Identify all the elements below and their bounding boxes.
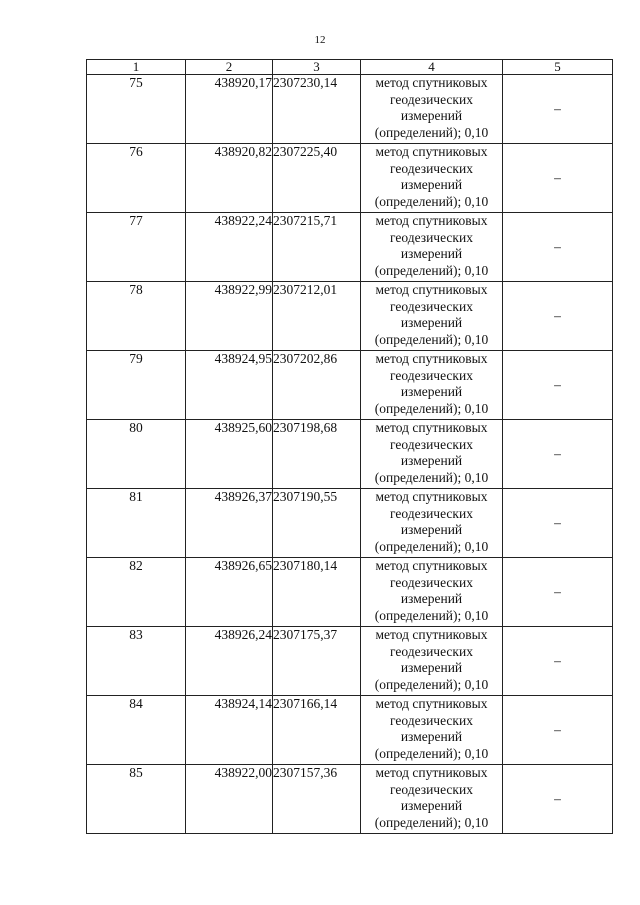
method-line: измерений (400, 177, 463, 192)
method-line: метод спутниковых (375, 489, 488, 504)
point-number-cell: 83 (87, 627, 186, 696)
x-coordinate-cell: 438924,14 (186, 696, 273, 765)
method-line: (определений); 0,10 (374, 400, 489, 416)
point-number-cell: 82 (87, 558, 186, 627)
y-coordinate-cell: 2307175,37 (273, 627, 361, 696)
method-line: измерений (400, 660, 463, 675)
point-number-cell: 80 (87, 420, 186, 489)
method-line: геодезических (390, 160, 473, 176)
method-line: (определений); 0,10 (374, 331, 489, 347)
point-number-cell: 78 (87, 282, 186, 351)
method-line: измерений (400, 522, 463, 537)
x-coordinate-cell: 438922,00 (186, 765, 273, 834)
method-line: геодезических (390, 229, 473, 245)
header-col-5: 5 (503, 60, 613, 75)
table-row (87, 144, 613, 213)
table-body (87, 75, 613, 834)
method-line: (определений); 0,10 (374, 538, 489, 554)
x-coordinate-cell: 438926,37 (186, 489, 273, 558)
method-line: (определений); 0,10 (374, 262, 489, 278)
method-line: метод спутниковых (375, 213, 488, 228)
method-cell (361, 351, 503, 420)
method-line: геодезических (390, 91, 473, 107)
point-number-cell: 77 (87, 213, 186, 282)
method-line: (определений); 0,10 (374, 607, 489, 623)
table-row (87, 420, 613, 489)
col5-cell: – (503, 75, 613, 144)
table-row (87, 351, 613, 420)
method-line: геодезических (390, 298, 473, 314)
col5-cell: – (503, 282, 613, 351)
x-coordinate-cell: 438926,24 (186, 627, 273, 696)
method-line: геодезических (390, 436, 473, 452)
col5-cell: – (503, 351, 613, 420)
method-line: геодезических (390, 643, 473, 659)
point-number-cell: 79 (87, 351, 186, 420)
coordinates-table (86, 59, 613, 834)
method-line: (определений); 0,10 (374, 676, 489, 692)
y-coordinate-cell: 2307215,71 (273, 213, 361, 282)
method-cell (361, 213, 503, 282)
table-header-row (87, 60, 613, 75)
y-coordinate-cell: 2307166,14 (273, 696, 361, 765)
method-line: геодезических (390, 367, 473, 383)
method-line: метод спутниковых (375, 765, 488, 780)
method-line: измерений (400, 384, 463, 399)
method-line: метод спутниковых (375, 420, 488, 435)
method-line: геодезических (390, 712, 473, 728)
method-line: геодезических (390, 574, 473, 590)
method-line: измерений (400, 729, 463, 744)
header-col-4: 4 (361, 60, 503, 75)
table-row (87, 627, 613, 696)
method-line: измерений (400, 315, 463, 330)
header-col-2: 2 (186, 60, 273, 75)
method-line: измерений (400, 246, 463, 261)
header-col-1: 1 (87, 60, 186, 75)
method-line: (определений); 0,10 (374, 124, 489, 140)
point-number-cell: 76 (87, 144, 186, 213)
method-line: измерений (400, 591, 463, 606)
method-cell (361, 627, 503, 696)
method-line: измерений (400, 798, 463, 813)
y-coordinate-cell: 2307180,14 (273, 558, 361, 627)
table-row (87, 489, 613, 558)
method-line: метод спутниковых (375, 351, 488, 366)
table-row (87, 282, 613, 351)
method-line: (определений); 0,10 (374, 745, 489, 761)
point-number-cell: 85 (87, 765, 186, 834)
y-coordinate-cell: 2307202,86 (273, 351, 361, 420)
table-row (87, 765, 613, 834)
x-coordinate-cell: 438922,99 (186, 282, 273, 351)
method-cell (361, 75, 503, 144)
method-line: (определений); 0,10 (374, 469, 489, 485)
col5-cell: – (503, 765, 613, 834)
point-number-cell: 81 (87, 489, 186, 558)
method-cell (361, 144, 503, 213)
table-row (87, 558, 613, 627)
x-coordinate-cell: 438920,82 (186, 144, 273, 213)
col5-cell: – (503, 558, 613, 627)
y-coordinate-cell: 2307198,68 (273, 420, 361, 489)
method-line: метод спутниковых (375, 144, 488, 159)
method-line: метод спутниковых (375, 558, 488, 573)
method-line: геодезических (390, 781, 473, 797)
table-row (87, 696, 613, 765)
table-row (87, 75, 613, 144)
method-line: (определений); 0,10 (374, 814, 489, 830)
x-coordinate-cell: 438922,24 (186, 213, 273, 282)
x-coordinate-cell: 438926,65 (186, 558, 273, 627)
y-coordinate-cell: 2307225,40 (273, 144, 361, 213)
method-cell (361, 765, 503, 834)
method-line: геодезических (390, 505, 473, 521)
method-cell (361, 282, 503, 351)
method-line: метод спутниковых (375, 696, 488, 711)
method-cell (361, 696, 503, 765)
point-number-cell: 75 (87, 75, 186, 144)
x-coordinate-cell: 438924,95 (186, 351, 273, 420)
method-line: измерений (400, 108, 463, 123)
y-coordinate-cell: 2307190,55 (273, 489, 361, 558)
table-row (87, 213, 613, 282)
method-line: (определений); 0,10 (374, 193, 489, 209)
y-coordinate-cell: 2307157,36 (273, 765, 361, 834)
point-number-cell: 84 (87, 696, 186, 765)
y-coordinate-cell: 2307212,01 (273, 282, 361, 351)
y-coordinate-cell: 2307230,14 (273, 75, 361, 144)
col5-cell: – (503, 696, 613, 765)
col5-cell: – (503, 144, 613, 213)
col5-cell: – (503, 213, 613, 282)
method-cell (361, 420, 503, 489)
method-line: метод спутниковых (375, 282, 488, 297)
method-line: измерений (400, 453, 463, 468)
page-number: 12 (314, 34, 326, 46)
header-col-3: 3 (273, 60, 361, 75)
col5-cell: – (503, 489, 613, 558)
method-cell (361, 558, 503, 627)
x-coordinate-cell: 438925,60 (186, 420, 273, 489)
col5-cell: – (503, 420, 613, 489)
x-coordinate-cell: 438920,17 (186, 75, 273, 144)
method-cell (361, 489, 503, 558)
col5-cell: – (503, 627, 613, 696)
method-line: метод спутниковых (375, 627, 488, 642)
method-line: метод спутниковых (375, 75, 488, 90)
